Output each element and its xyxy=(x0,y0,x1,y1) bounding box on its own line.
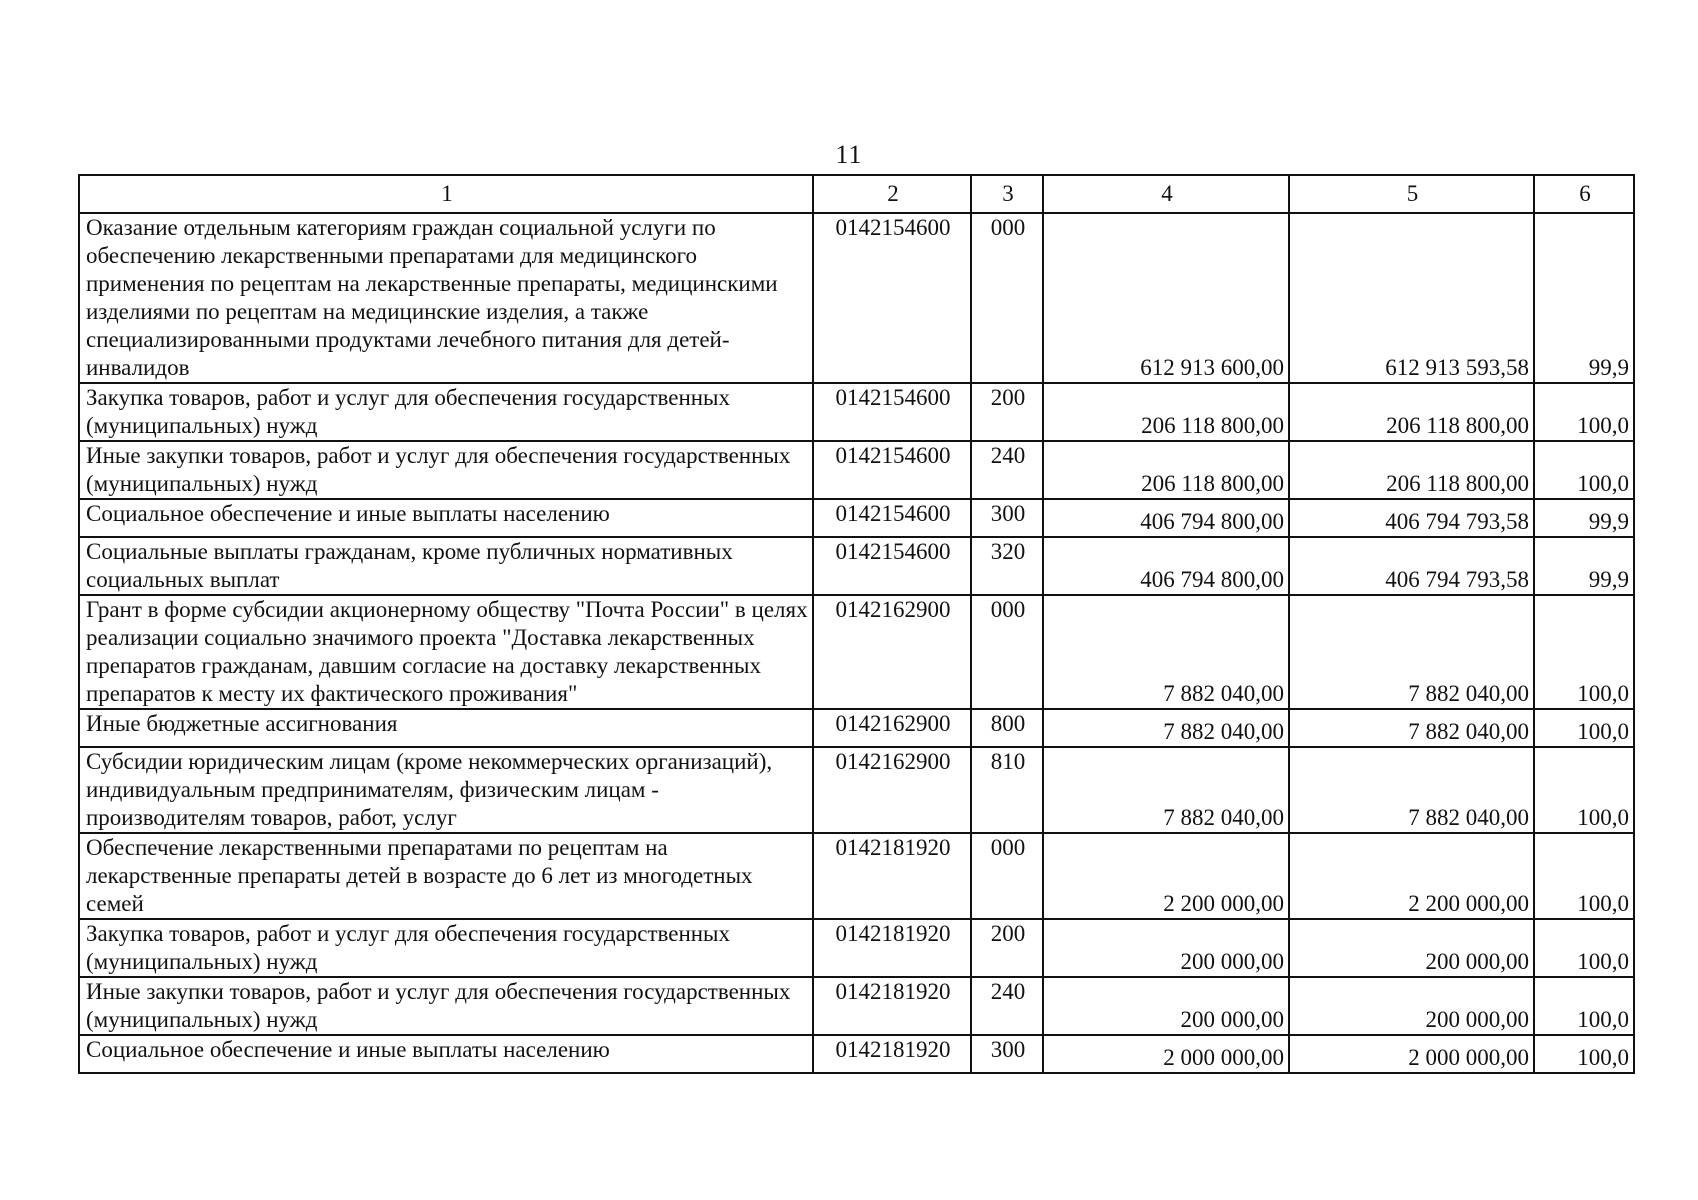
row-fact-amount: 406 794 793,58 xyxy=(1289,499,1534,537)
row-plan-amount: 7 882 040,00 xyxy=(1043,595,1289,709)
table-row xyxy=(79,595,1634,709)
row-name: Иные закупки товаров, работ и услуг для обеспечения государственных (муниципальных) нужд xyxy=(79,441,813,499)
row-fact-amount: 612 913 593,58 xyxy=(1289,213,1534,383)
table-header-row xyxy=(79,175,1634,213)
row-fact-amount: 2 200 000,00 xyxy=(1289,833,1534,919)
table-row xyxy=(79,537,1634,595)
row-code: 0142154600 xyxy=(813,441,971,499)
row-fact-amount: 7 882 040,00 xyxy=(1289,595,1534,709)
table-row xyxy=(79,441,1634,499)
row-code: 0142154600 xyxy=(813,537,971,595)
row-code: 0142154600 xyxy=(813,213,971,383)
row-expense-type: 000 xyxy=(971,595,1043,709)
row-code: 0142181920 xyxy=(813,833,971,919)
row-code: 0142154600 xyxy=(813,383,971,441)
column-header: 5 xyxy=(1289,175,1534,213)
row-plan-amount: 7 882 040,00 xyxy=(1043,709,1289,747)
row-plan-amount: 200 000,00 xyxy=(1043,919,1289,977)
page-number: 11 xyxy=(835,140,863,169)
column-header: 2 xyxy=(813,175,971,213)
row-expense-type: 000 xyxy=(971,833,1043,919)
row-fact-amount: 206 118 800,00 xyxy=(1289,441,1534,499)
row-percent: 100,0 xyxy=(1534,595,1634,709)
table-row xyxy=(79,383,1634,441)
row-plan-amount: 2 200 000,00 xyxy=(1043,833,1289,919)
table-row xyxy=(79,919,1634,977)
row-plan-amount: 406 794 800,00 xyxy=(1043,537,1289,595)
table-row xyxy=(79,977,1634,1035)
row-plan-amount: 200 000,00 xyxy=(1043,977,1289,1035)
row-code: 0142181920 xyxy=(813,977,971,1035)
row-fact-amount: 200 000,00 xyxy=(1289,919,1534,977)
row-name: Закупка товаров, работ и услуг для обеспечения государственных (муниципальных) нужд xyxy=(79,383,813,441)
row-name: Социальное обеспечение и иные выплаты населению xyxy=(79,1035,813,1073)
row-name: Субсидии юридическим лицам (кроме некоммерческих организаций), индивидуальным предпринимателям, физическим лицам - производителям товаров, работ, услуг xyxy=(79,747,813,833)
row-name: Иные бюджетные ассигнования xyxy=(79,709,813,747)
row-plan-amount: 206 118 800,00 xyxy=(1043,441,1289,499)
row-percent: 99,9 xyxy=(1534,537,1634,595)
row-plan-amount: 2 000 000,00 xyxy=(1043,1035,1289,1073)
row-name: Грант в форме субсидии акционерному обществу "Почта России" в целях реализации социально значимого проекта "Доставка лекарственных препаратов гражданам, давшим согласие на доставку лекарственных препаратов к месту их фактического проживания" xyxy=(79,595,813,709)
row-name: Обеспечение лекарственными препаратами по рецептам на лекарственные препараты детей в возрасте до 6 лет из многодетных семей xyxy=(79,833,813,919)
row-name: Оказание отдельным категориям граждан социальной услуги по обеспечению лекарственными препаратами для медицинского применения по рецептам на лекарственные препараты, медицинскими изделиями по рецептам на медицинские изделия, а также специализированными продуктами лечебного питания для детей-инвалидов xyxy=(79,213,813,383)
table-row xyxy=(79,499,1634,537)
row-name: Социальное обеспечение и иные выплаты населению xyxy=(79,499,813,537)
row-code: 0142162900 xyxy=(813,747,971,833)
row-name: Закупка товаров, работ и услуг для обеспечения государственных (муниципальных) нужд xyxy=(79,919,813,977)
row-percent: 100,0 xyxy=(1534,747,1634,833)
row-percent: 100,0 xyxy=(1534,709,1634,747)
row-expense-type: 240 xyxy=(971,441,1043,499)
row-percent: 100,0 xyxy=(1534,977,1634,1035)
row-fact-amount: 200 000,00 xyxy=(1289,977,1534,1035)
row-fact-amount: 2 000 000,00 xyxy=(1289,1035,1534,1073)
budget-execution-table xyxy=(78,174,1635,1074)
row-expense-type: 320 xyxy=(971,537,1043,595)
table-row xyxy=(79,747,1634,833)
row-name: Иные закупки товаров, работ и услуг для обеспечения государственных (муниципальных) нужд xyxy=(79,977,813,1035)
row-expense-type: 300 xyxy=(971,1035,1043,1073)
row-fact-amount: 7 882 040,00 xyxy=(1289,709,1534,747)
row-percent: 100,0 xyxy=(1534,383,1634,441)
row-code: 0142162900 xyxy=(813,709,971,747)
table-row xyxy=(79,833,1634,919)
row-percent: 100,0 xyxy=(1534,833,1634,919)
row-fact-amount: 406 794 793,58 xyxy=(1289,537,1534,595)
table-row xyxy=(79,213,1634,383)
row-code: 0142181920 xyxy=(813,919,971,977)
row-plan-amount: 206 118 800,00 xyxy=(1043,383,1289,441)
row-plan-amount: 406 794 800,00 xyxy=(1043,499,1289,537)
row-fact-amount: 7 882 040,00 xyxy=(1289,747,1534,833)
row-plan-amount: 612 913 600,00 xyxy=(1043,213,1289,383)
table-row xyxy=(79,709,1634,747)
table-row xyxy=(79,1035,1634,1073)
column-header: 6 xyxy=(1534,175,1634,213)
row-expense-type: 200 xyxy=(971,383,1043,441)
row-code: 0142162900 xyxy=(813,595,971,709)
row-expense-type: 800 xyxy=(971,709,1043,747)
row-expense-type: 240 xyxy=(971,977,1043,1035)
row-name: Социальные выплаты гражданам, кроме публичных нормативных социальных выплат xyxy=(79,537,813,595)
row-percent: 100,0 xyxy=(1534,1035,1634,1073)
column-header: 4 xyxy=(1043,175,1289,213)
row-percent: 100,0 xyxy=(1534,441,1634,499)
row-percent: 99,9 xyxy=(1534,213,1634,383)
row-percent: 100,0 xyxy=(1534,919,1634,977)
row-fact-amount: 206 118 800,00 xyxy=(1289,383,1534,441)
row-expense-type: 200 xyxy=(971,919,1043,977)
row-code: 0142154600 xyxy=(813,499,971,537)
column-header: 1 xyxy=(79,175,813,213)
column-header: 3 xyxy=(971,175,1043,213)
row-expense-type: 810 xyxy=(971,747,1043,833)
row-expense-type: 300 xyxy=(971,499,1043,537)
row-expense-type: 000 xyxy=(971,213,1043,383)
row-plan-amount: 7 882 040,00 xyxy=(1043,747,1289,833)
row-percent: 99,9 xyxy=(1534,499,1634,537)
row-code: 0142181920 xyxy=(813,1035,971,1073)
